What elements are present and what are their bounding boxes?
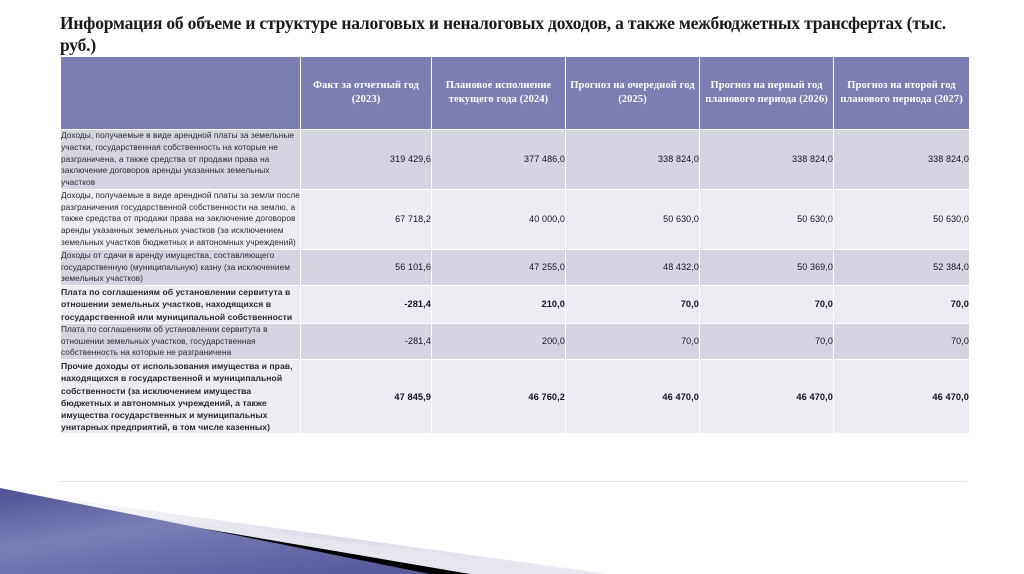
table-body [61,130,969,433]
diagonal-corner-band-decoration [0,478,1024,574]
table-row [61,324,969,359]
row-value: 46 470,0 [566,360,699,433]
table-row [61,360,969,433]
row-value: -281,4 [301,324,431,359]
row-value: 47 845,9 [301,360,431,433]
row-value: 70,0 [700,324,833,359]
table-row [61,250,969,285]
row-value: 56 101,6 [301,250,431,285]
row-value: 377 486,0 [432,130,565,189]
row-value: 46 470,0 [700,360,833,433]
row-value: 52 384,0 [834,250,969,285]
row-value: -281,4 [301,286,431,323]
table-row [61,130,969,189]
row-value: 70,0 [566,286,699,323]
row-value: 70,0 [834,286,969,323]
column-header-label [61,57,300,129]
row-label: Доходы от сдачи в аренду имущества, составляющего государственную (муниципальную) казну (за исключением земельных участков) [61,250,300,285]
column-header-forecast-2027: Прогноз на второй год планового периода (2027) [834,57,969,129]
row-value: 338 824,0 [566,130,699,189]
table-header [61,57,969,129]
row-value: 50 369,0 [700,250,833,285]
column-header-plan-2024: Плановое исполнение текущего года (2024) [432,57,565,129]
row-value: 46 470,0 [834,360,969,433]
row-value: 338 824,0 [834,130,969,189]
row-value: 47 255,0 [432,250,565,285]
row-value: 40 000,0 [432,190,565,249]
row-value: 50 630,0 [566,190,699,249]
page-title: Информация об объеме и структуре налоговых и неналоговых доходов, а также межбюджетных трансфертах (тыс. руб.) [60,13,946,56]
row-label: Доходы, получаемые в виде арендной платы за земли после разграничения государственной собственности на землю, а также средства от продажи права на заключение договоров аренды указанных земельных участков (за исключением земельных участков бюджетных и автономных учреждений) [61,189,300,248]
row-value: 200,0 [432,324,565,359]
row-value: 70,0 [834,324,969,359]
row-value: 70,0 [700,286,833,323]
column-header-forecast-2026: Прогноз на первый год планового периода (2026) [700,57,833,129]
data-table-container [60,56,967,434]
table-row [61,286,969,323]
row-value: 46 760,2 [432,360,565,433]
row-value: 50 630,0 [834,190,969,249]
row-value: 48 432,0 [566,250,699,285]
column-header-forecast-2025: Прогноз на очередной год (2025) [566,57,699,129]
row-label: Доходы, получаемые в виде арендной платы за земельные участки, государственная собственность на которые не разграничена, а также средства от продажи права на заключение договоров аренды указанных земельных участков [61,130,300,189]
horizontal-divider [60,481,967,482]
row-label: Плата по соглашениям об установлении сервитута в отношении земельных участков, находящихся в государственной или муниципальной собственности [61,286,300,323]
table-row [61,190,969,249]
row-label: Прочие доходы от использования имущества и прав, находящихся в государственной и муниципальной собственности (за исключением имущества бюджетных и автономных учреждений, а также имущества государственных и муниципальных унитарных предприятий, в том числе казенных) [61,360,300,433]
row-label: Плата по соглашениям об установлении сервитута в отношении земельных участков, государственная собственность на которые не разграничена [61,324,300,359]
row-value: 70,0 [566,324,699,359]
row-value: 338 824,0 [700,130,833,189]
row-value: 319 429,6 [301,130,431,189]
income-structure-table [60,56,970,434]
row-value: 50 630,0 [700,190,833,249]
row-value: 67 718,2 [301,190,431,249]
column-header-fact-2023: Факт за отчетный год (2023) [301,57,431,129]
row-value: 210,0 [432,286,565,323]
table-header-row [61,57,969,129]
